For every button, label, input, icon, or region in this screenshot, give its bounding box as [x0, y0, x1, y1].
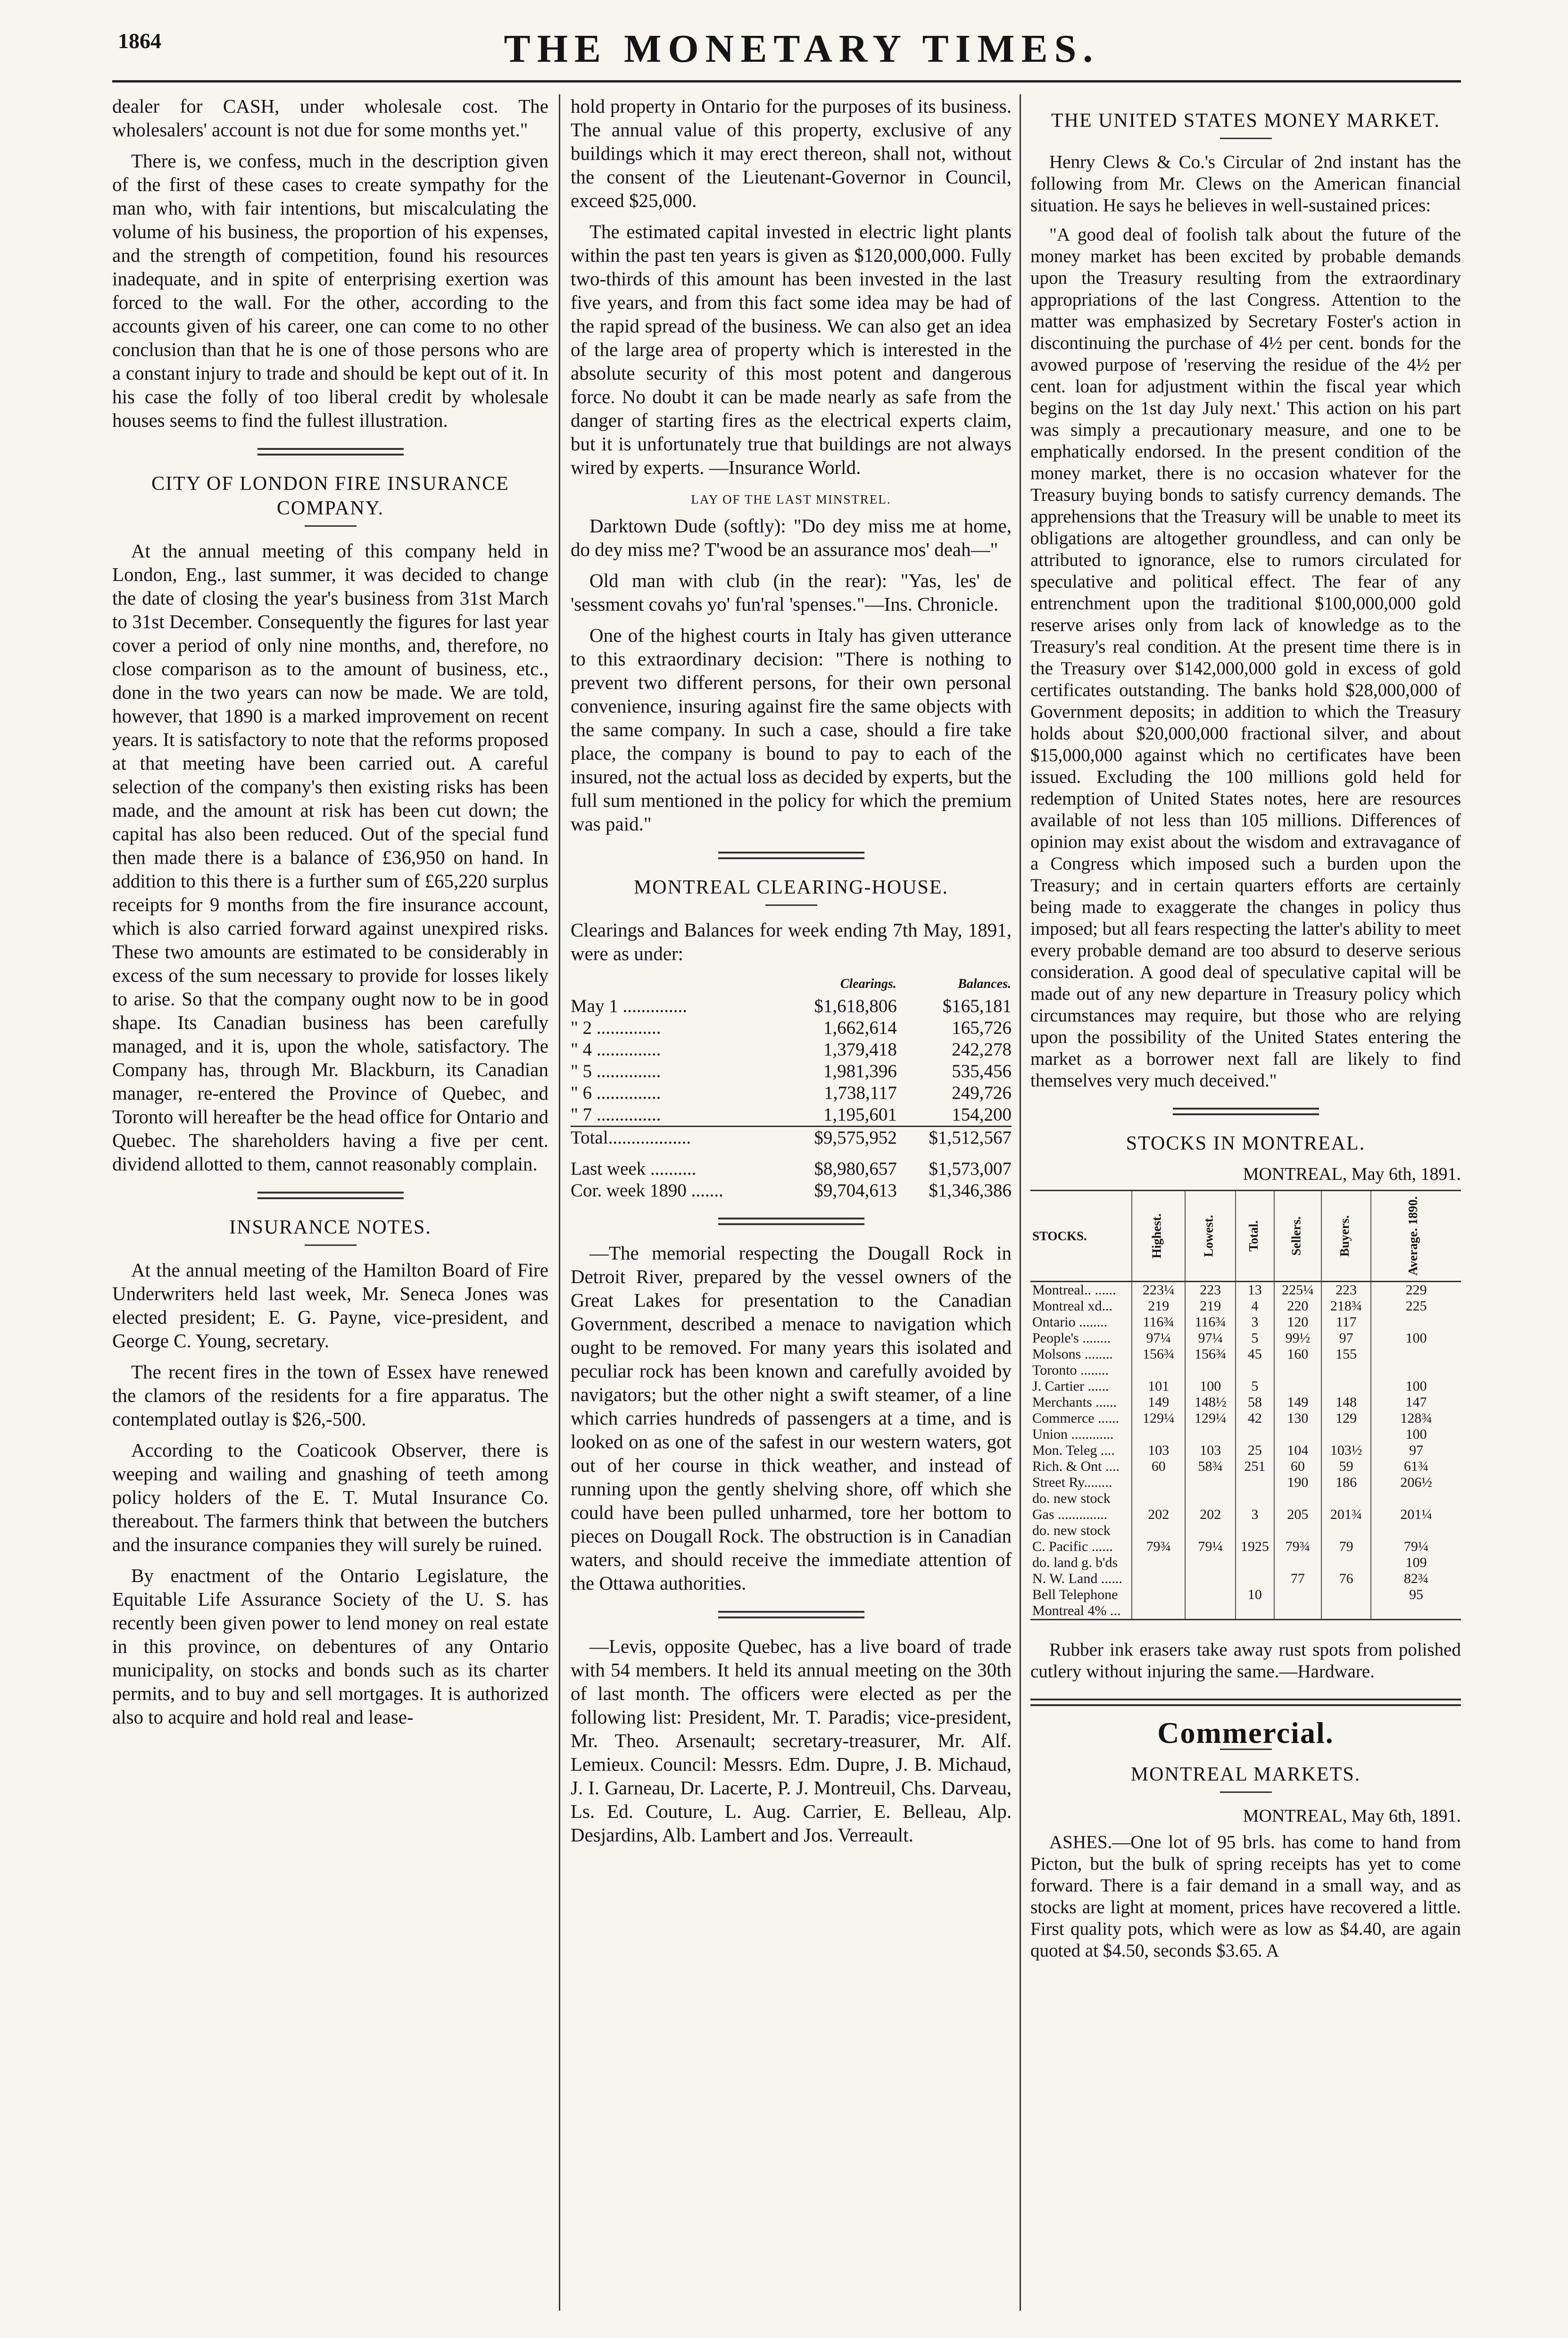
table-row [1030, 1507, 1461, 1523]
clearings-value: $9,575,952 [814, 1128, 897, 1148]
column-header-label: Highest. [1149, 1213, 1164, 1259]
paragraph: The estimated capital invested in electric light plants within the past ten years is given as $120,000,000. Fully two-thirds of this amount has been invested in the last five years, and from this fact some idea may be had of the rapid spread of the business. We can also get an idea of the large area of property which is interested in the absolute security of this most potent and dangerous force. No doubt it can be made nearly as safe from the danger of starting fires as the electrical experts claim, but it is unfortunately true that buildings are not always wired by experts. —Insurance World. [571, 221, 1012, 478]
stock-value: 103½ [1321, 1443, 1371, 1459]
stock-value: 103 [1132, 1443, 1185, 1459]
column-header: Balances. [958, 977, 1011, 991]
title-rule [1220, 1791, 1272, 1793]
article-title: INSURANCE NOTES. [229, 1217, 431, 1238]
column-1 [112, 94, 548, 1736]
column-header-label: Average. 1890. [1406, 1196, 1420, 1276]
table-row [1030, 1443, 1461, 1459]
stock-value: 104 [1274, 1443, 1321, 1459]
column-header-label: Total. [1246, 1220, 1261, 1252]
stock-value [1274, 1555, 1321, 1571]
stock-value [1132, 1587, 1185, 1603]
stock-value [1321, 1491, 1371, 1507]
clearings-value: $1,618,806 [814, 996, 897, 1016]
section-divider [257, 1192, 404, 1199]
stock-name: J. Cartier ...... [1032, 1378, 1109, 1394]
stock-name: Montreal.. ...... [1032, 1282, 1116, 1298]
balances-value: 249,726 [952, 1083, 1012, 1103]
table-row [1030, 1346, 1461, 1362]
article-title: MONTREAL CLEARING-HOUSE. [633, 877, 949, 898]
balances-value: 165,726 [952, 1018, 1012, 1038]
table-row [1030, 1475, 1461, 1491]
stock-value [1236, 1475, 1274, 1491]
stock-value [1274, 1491, 1321, 1507]
stock-value: 116¾ [1185, 1314, 1236, 1330]
stock-value: 219 [1132, 1298, 1185, 1314]
paragraph: At the annual meeting of the Hamilton Board of Fire Underwriters held last week, Mr. Seneca Jones was elected president; E. G. Payne, vice-president, and George C. Young, secretary. [112, 1259, 548, 1351]
stock-value [1274, 1523, 1321, 1539]
table-row [1030, 1459, 1461, 1475]
header-rule [112, 80, 1461, 83]
column-header: Clearings. [840, 977, 896, 991]
table-row [1030, 1523, 1461, 1539]
paragraph: "A good deal of foolish talk about the future of the money market has been excited by probable demands upon the Treasury resulting from the extraordinary appropriations of the last Congress. Attention to the matter was emphasized by Secretary Foster's action in discontinuing the purchase of 4½ per cent. bonds for the avowed purpose of 'reserving the residue of the 4½ per cent. loan for adjustment within the fiscal year which begins on the 1st day July next.' This action on his part was simply a precautionary measure, and one to be emphatically endorsed. In the present condition of the money market, there is no occasion whatever for the Treasury buying bonds to satisfy currency demands. The apprehensions that the Treasury will be unable to meet its obligations are altogether groundless, and can only be attributed to ignorance, else to rumors circulated for speculative and political effect. The fear of any entrenchment upon the traditional $100,000,000 gold reserve arises only from lack of knowledge as to the Treasury's real condition. At the present time there is in the Treasury over $142,000,000 gold in excess of gold certificates outstanding. The banks hold $28,000,000 of Government deposits; in addition to which the Treasury holds about $20,000,000 fractional silver, and about $15,000,000 against which no certificates have been issued. Excluding the 100 millions gold held for redemption of United States notes, here are resources available of not less than 105 millions. Differences of opinion may exist about the wisdom and extravagance of a Congress which imposed such a burden upon the Treasury; and in certain quarters efforts are certainly being made to exaggerate the changes in policy thus imposed; but all fears respecting the latter's ability to meet every probable demand are too absurd to deserve serious consideration. A good deal of speculative capital will be made out of any new departure in Treasury policy which circumstances may require, but those who are relying upon the possibility of the United States entering the market as a borrower next fall are likely to find themselves very much deceived." [1030, 224, 1461, 1091]
stock-value: 220 [1274, 1298, 1321, 1314]
article-title: STOCKS IN MONTREAL. [1126, 1133, 1366, 1154]
table-row [1030, 1539, 1461, 1555]
stock-name: C. Pacific ...... [1032, 1539, 1113, 1554]
article-title: CITY OF LONDON FIRE INSURANCE COMPANY. [151, 473, 509, 519]
stock-value: 160 [1274, 1346, 1321, 1362]
stock-value [1371, 1314, 1461, 1330]
section-divider [257, 448, 404, 456]
stock-value: 116¾ [1132, 1314, 1185, 1330]
stock-value: 223¼ [1132, 1282, 1185, 1299]
stock-name: Union ............ [1032, 1426, 1114, 1442]
paragraph: ASHES.—One lot of 95 brls. has come to hand from Picton, but the bulk of spring receipts has yet to come forward. There is a fair demand in a small way, and as stocks are light at moment, prices have recovered a little. First quality pots, which were as low as $4.40, are again quoted at $4.50, seconds $3.65. A [1030, 1832, 1461, 1961]
stock-value: 202 [1132, 1507, 1185, 1523]
balances-value: $1,346,386 [929, 1180, 1012, 1201]
stock-value [1185, 1362, 1236, 1378]
stock-name: do. new stock [1032, 1523, 1111, 1538]
table-row [1030, 1571, 1461, 1587]
stock-value [1321, 1378, 1371, 1394]
paragraph: By enactment of the Ontario Legislature, the Equitable Life Assurance Society of the U. S. has recently been given power to lend money on real estate in this province, on debentures of any Ontario municipality, on stocks and bonds such as its charter permits, and to buy and sell mortgages. It is authorized also to acquire and hold real and lease- [112, 1565, 548, 1728]
paragraph: Clearings and Balances for week ending 7th May, 1891, were as under: [571, 919, 1012, 964]
title-rule [1220, 138, 1272, 139]
stock-value: 95 [1371, 1587, 1461, 1603]
stock-value [1132, 1555, 1185, 1571]
article-title: LAY OF THE LAST MINSTREL. [691, 492, 891, 506]
stock-value: 99½ [1274, 1330, 1321, 1346]
table-row [571, 1104, 1012, 1127]
balances-value: 535,456 [952, 1061, 1012, 1081]
stock-value: 156¾ [1132, 1346, 1185, 1362]
section-divider [1030, 1699, 1461, 1706]
paragraph: dealer for CASH, under wholesale cost. The wholesalers' account is not due for some months yet." [112, 95, 548, 141]
stock-value: 120 [1274, 1314, 1321, 1330]
stock-value: 58¾ [1185, 1459, 1236, 1475]
stock-value: 156¾ [1185, 1346, 1236, 1362]
stocks-table [1030, 1190, 1461, 1620]
paragraph: According to the Coaticook Observer, there is weeping and wailing and gnashing of teeth among policy holders of the E. T. Mutal Insurance Co. thereabout. The farmers think that between the butchers and the insurance companies they will surely be ruined. [112, 1439, 548, 1555]
stock-value: 1925 [1236, 1539, 1274, 1555]
table-row [1030, 1491, 1461, 1507]
stock-value: 201¼ [1371, 1507, 1461, 1523]
stock-value: 97 [1321, 1330, 1371, 1346]
stock-value: 148 [1321, 1394, 1371, 1410]
stock-value [1132, 1362, 1185, 1378]
stock-name: Montreal 4% ... [1032, 1603, 1121, 1618]
stock-value: 60 [1274, 1459, 1321, 1475]
stock-value: 147 [1371, 1394, 1461, 1410]
stock-value [1321, 1362, 1371, 1378]
clearings-value: 1,379,418 [823, 1039, 897, 1060]
table-row [1030, 1603, 1461, 1620]
stock-value [1236, 1362, 1274, 1378]
table-row [1030, 1378, 1461, 1394]
stock-value: 97¼ [1185, 1330, 1236, 1346]
stock-value: 201¾ [1321, 1507, 1371, 1523]
paragraph: —The memorial respecting the Dougall Rock in Detroit River, prepared by the vessel owners of the Great Lakes for presentation to the Canadian Government, described a menace to navigation which ought to be removed. For many years this isolated and peculiar rock has been known and carefully avoided by navigators; but the other night a swift steamer, of a line which carries hundreds of passengers at a time, and is looked on as one of the safest in our western waters, got out of her course in thick weather, and instead of running upon the gently shelving shore, off which she could have been pulled unharmed, tore her bottom to pieces on Dougall Rock. The obstruction is in Canadian waters, and should receive the immediate attention of the Ottawa authorities. [571, 1242, 1012, 1594]
stock-value [1185, 1587, 1236, 1603]
row-label: " 4 .............. [571, 1039, 661, 1060]
dateline: MONTREAL, May 6th, 1891. [1243, 1806, 1461, 1826]
section-divider [718, 1218, 864, 1225]
column-header-label: Lowest. [1201, 1215, 1216, 1257]
stock-value: 101 [1132, 1378, 1185, 1394]
paragraph: There is, we confess, much in the description given of the first of these cases to create sympathy for the man who, with fair intentions, but miscalculating the volume of his business, the proportion of his expenses, and the strength of competition, found his resources inadequate, and in spite of enterprising exertion was forced to the wall. For the other, according to the accounts given of his career, one can come to no other conclusion than that he is one of those persons who are a constant injury to trade and should be kept out of it. In his case the folly of too liberal credit by wholesale houses seems to find the fullest illustration. [112, 150, 548, 431]
stock-value [1185, 1571, 1236, 1587]
stock-value [1185, 1426, 1236, 1443]
stock-value: 225¼ [1274, 1282, 1321, 1299]
column-header-label: Buyers. [1337, 1215, 1352, 1257]
table-row [1030, 1587, 1461, 1603]
table-row [1030, 1394, 1461, 1410]
column-header [1321, 1191, 1371, 1282]
balances-value: $1,512,567 [929, 1128, 1012, 1148]
stock-name: People's ........ [1032, 1330, 1111, 1346]
stock-value: 130 [1274, 1410, 1321, 1426]
stock-value [1236, 1603, 1274, 1620]
stock-name: do. new stock [1032, 1491, 1111, 1506]
article-title: THE UNITED STATES MONEY MARKET. [1051, 110, 1441, 132]
clearings-value: $9,704,613 [814, 1180, 897, 1201]
column-3 [1030, 94, 1461, 1969]
stock-name: N. W. Land ...... [1032, 1571, 1122, 1586]
stock-name: Toronto ........ [1032, 1362, 1109, 1378]
stock-value [1274, 1362, 1321, 1378]
stock-value: 79¾ [1132, 1539, 1185, 1555]
stock-value: 229 [1371, 1282, 1461, 1299]
table-row [1030, 1298, 1461, 1314]
stock-value [1132, 1571, 1185, 1587]
stock-value: 205 [1274, 1507, 1321, 1523]
stock-value [1321, 1555, 1371, 1571]
stock-value: 82¾ [1371, 1571, 1461, 1587]
stock-value [1132, 1603, 1185, 1620]
stock-value [1185, 1555, 1236, 1571]
stock-value: 129¼ [1132, 1410, 1185, 1426]
stock-value [1321, 1426, 1371, 1443]
stock-value [1236, 1571, 1274, 1587]
title-rule [305, 1244, 357, 1246]
masthead: THE MONETARY TIMES. [504, 27, 1100, 71]
stock-value: 4 [1236, 1298, 1274, 1314]
stock-value: 202 [1185, 1507, 1236, 1523]
paragraph: Darktown Dude (softly): "Do dey miss me at home, do dey miss me? T'wood be an assurance mos' deah—" [571, 515, 1012, 560]
stock-value: 3 [1236, 1314, 1274, 1330]
paragraph: Rubber ink erasers take away rust spots from polished cutlery without injuring the same.—Hardware. [1030, 1640, 1461, 1682]
stock-value: 155 [1321, 1346, 1371, 1362]
stock-name: Rich. & Ont .... [1032, 1459, 1120, 1474]
stock-name: Montreal xd... [1032, 1298, 1112, 1314]
stock-value: 223 [1321, 1282, 1371, 1299]
table-row [571, 1061, 1012, 1082]
stock-value [1321, 1587, 1371, 1603]
stock-value: 79¼ [1185, 1539, 1236, 1555]
paragraph: Henry Clews & Co.'s Circular of 2nd instant has the following from Mr. Clews on the American financial situation. He says he believes in well-sustained prices: [1030, 152, 1461, 216]
stock-value: 219 [1185, 1298, 1236, 1314]
stock-value: 76 [1321, 1571, 1371, 1587]
stock-value [1185, 1523, 1236, 1539]
stock-name: do. land g. b'ds [1032, 1555, 1118, 1570]
section-heading: Commercial. [1157, 1716, 1334, 1749]
table-row [1030, 1282, 1461, 1299]
stock-value: 223 [1185, 1282, 1236, 1299]
table-row [571, 995, 1012, 1017]
stock-value: 10 [1236, 1587, 1274, 1603]
dateline: MONTREAL, May 6th, 1891. [1243, 1164, 1461, 1184]
section-divider [1173, 1108, 1319, 1115]
stock-name: Commerce ...... [1032, 1410, 1120, 1426]
stock-value: 100 [1371, 1330, 1461, 1346]
stock-value: 42 [1236, 1410, 1274, 1426]
stock-value: 186 [1321, 1475, 1371, 1491]
stock-value [1132, 1426, 1185, 1443]
column-divider [559, 94, 560, 2311]
stock-value: 61¾ [1371, 1459, 1461, 1475]
column-divider [1020, 94, 1021, 2311]
stock-value: 149 [1132, 1394, 1185, 1410]
row-label: Total.................. [571, 1128, 691, 1148]
table-row [571, 1180, 1012, 1202]
stock-value: 58 [1236, 1394, 1274, 1410]
stock-value [1185, 1475, 1236, 1491]
stock-name: Merchants ...... [1032, 1394, 1117, 1410]
stock-value: 128¾ [1371, 1410, 1461, 1426]
stock-value [1371, 1523, 1461, 1539]
stock-name: Ontario ........ [1032, 1314, 1108, 1330]
stock-value [1371, 1362, 1461, 1378]
stock-value: 97¼ [1132, 1330, 1185, 1346]
stock-value: 109 [1371, 1555, 1461, 1571]
stock-value: 218¾ [1321, 1298, 1371, 1314]
section-divider [718, 852, 864, 859]
stock-value [1132, 1523, 1185, 1539]
column-header: STOCKS. [1032, 1229, 1087, 1243]
stock-value: 149 [1274, 1394, 1321, 1410]
stock-value: 148½ [1185, 1394, 1236, 1410]
stock-value [1274, 1603, 1321, 1620]
column-header [1132, 1191, 1185, 1282]
column-header [1185, 1191, 1236, 1282]
table-row [1030, 1362, 1461, 1378]
stock-value [1321, 1523, 1371, 1539]
table-row [1030, 1314, 1461, 1330]
stock-value: 100 [1371, 1426, 1461, 1443]
stock-value [1274, 1587, 1321, 1603]
paragraph: Old man with club (in the rear): "Yas, les' de 'sessment covahs yo' fun'ral 'spenses."—Ins. Chronicle. [571, 570, 1012, 615]
row-label: " 2 .............. [571, 1018, 661, 1038]
stock-value [1185, 1603, 1236, 1620]
section-divider [718, 1611, 864, 1618]
stock-value: 79¾ [1274, 1539, 1321, 1555]
stock-value: 60 [1132, 1459, 1185, 1475]
stock-value: 3 [1236, 1507, 1274, 1523]
balances-value: $1,573,007 [929, 1159, 1012, 1179]
stock-value: 129 [1321, 1410, 1371, 1426]
title-rule [765, 904, 817, 906]
balances-value: 242,278 [952, 1039, 1012, 1060]
clearings-value: 1,981,396 [823, 1061, 897, 1081]
stock-value [1274, 1378, 1321, 1394]
stock-value: 100 [1185, 1378, 1236, 1394]
row-label: " 7 .............. [571, 1104, 661, 1125]
stock-value: 13 [1236, 1282, 1274, 1299]
row-label: Last week .......... [571, 1159, 697, 1179]
stock-value [1371, 1491, 1461, 1507]
stock-value: 225 [1371, 1298, 1461, 1314]
balances-value: 154,200 [952, 1104, 1012, 1125]
row-label: " 5 .............. [571, 1061, 661, 1081]
stock-value [1371, 1346, 1461, 1362]
stock-name: Bell Telephone [1032, 1587, 1118, 1602]
paragraph: At the annual meeting of this company held in London, Eng., last summer, it was decided to change the date of closing the year's business from 31st March to 31st December. Consequently the figures for last year cover a period of only nine months, and, therefore, no close comparison as to the amount of business, etc., done in the two years can now be made. We are told, however, that 1890 is a marked improvement on recent years. It is satisfactory to note that the reforms proposed at that meeting have been carried out. A careful selection of the company's then existing risks has been made, and the amount at risk has been cut down; the capital has also been reduced. Out of the special fund then made there is a balance of £36,950 on hand. In addition to this there is a further sum of £65,220 surplus receipts for 9 months from the fire insurance account, which is also carried forward against unexpired risks. These two amounts are estimated to be considerably in excess of the sum necessary to provide for losses likely to arise. So that the company ought now to be in good shape. Its Canadian business has been carefully managed, and it is, upon the whole, satisfactory. The Company has, through Mr. Blackburn, its Canadian manager, re-entered the Province of Quebec, and Toronto will hereafter be the head office for Ontario and Quebec. The shareholders having a five per cent. dividend allotted to them, cannot reasonably complain. [112, 540, 548, 1175]
balances-value: $165,181 [942, 996, 1012, 1016]
stock-value [1132, 1491, 1185, 1507]
paragraph: —Levis, opposite Quebec, has a live board of trade with 54 members. It held its annual meeting on the 30th of last month. The officers were elected as per the following list: President, Mr. T. Paradis; vice-president, Mr. Theo. Arsenault; secretary-treasurer, Mr. Alf. Lemieux. Council: Messrs. Edm. Dupre, J. B. Michaud, J. I. Garneau, Dr. Lacerte, P. J. Montreuil, Chs. Darveau, Ls. Ed. Couture, L. Aug. Carrier, E. Belleau, Alp. Desjardins, Alb. Lambert and Jos. Verreault. [571, 1635, 1012, 1846]
table-row [571, 1127, 1012, 1149]
table-row [1030, 1426, 1461, 1443]
stock-value: 190 [1274, 1475, 1321, 1491]
paragraph: One of the highest courts in Italy has given utterance to this extraordinary decision: "There is nothing to prevent two different persons, for their own personal convenience, insuring against fire the same objects with the same company. In such a case, should a fire take place, the company is bound to pay to each of the insured, not the actual loss as decided by experts, but the full sum mentioned in the policy for which the premium was paid." [571, 624, 1012, 835]
table-row [571, 1158, 1012, 1180]
stock-value: 97 [1371, 1443, 1461, 1459]
stock-value: 129¼ [1185, 1410, 1236, 1426]
clearing-table [571, 973, 1012, 1202]
stock-value: 206½ [1371, 1475, 1461, 1491]
stock-value: 79¼ [1371, 1539, 1461, 1555]
stock-value: 25 [1236, 1443, 1274, 1459]
clearings-value: 1,195,601 [823, 1104, 897, 1125]
stock-value: 45 [1236, 1346, 1274, 1362]
clearings-value: $8,980,657 [814, 1159, 897, 1179]
stock-name: Street Ry........ [1032, 1475, 1112, 1490]
stock-value [1236, 1523, 1274, 1539]
table-row [571, 1017, 1012, 1039]
page-number: 1864 [118, 29, 161, 53]
stock-name: Mon. Teleg .... [1032, 1443, 1115, 1458]
column-header [1274, 1191, 1321, 1282]
stock-value [1274, 1426, 1321, 1443]
paragraph: The recent fires in the town of Essex have renewed the clamors of the residents for a fire apparatus. The contemplated outlay is $26,-500. [112, 1361, 548, 1430]
article-title: MONTREAL MARKETS. [1130, 1764, 1361, 1785]
table-row [1030, 1410, 1461, 1426]
stock-value [1132, 1475, 1185, 1491]
stock-value [1236, 1426, 1274, 1443]
stock-value: 5 [1236, 1330, 1274, 1346]
stock-value [1371, 1603, 1461, 1620]
clearings-value: 1,738,117 [824, 1083, 897, 1103]
table-row [571, 1082, 1012, 1104]
column-header [1236, 1191, 1274, 1282]
stock-value: 117 [1321, 1314, 1371, 1330]
paragraph: hold property in Ontario for the purposes of its business. The annual value of this property, exclusive of any buildings which it may erect thereon, shall not, without the consent of the Lieutenant-Governor in Council, exceed $25,000. [571, 95, 1012, 211]
stock-value [1236, 1555, 1274, 1571]
stock-name: Molsons ........ [1032, 1346, 1113, 1362]
stock-value [1321, 1603, 1371, 1620]
stock-value: 251 [1236, 1459, 1274, 1475]
stock-value: 103 [1185, 1443, 1236, 1459]
stock-value: 77 [1274, 1571, 1321, 1587]
stock-value [1185, 1491, 1236, 1507]
table-row [1030, 1330, 1461, 1346]
stock-value: 59 [1321, 1459, 1371, 1475]
table-row [571, 1039, 1012, 1061]
row-label: May 1 .............. [571, 996, 687, 1016]
stock-value: 79 [1321, 1539, 1371, 1555]
column-2 [571, 94, 1012, 1854]
stock-value: 100 [1371, 1378, 1461, 1394]
column-header [1371, 1191, 1461, 1282]
table-row [1030, 1555, 1461, 1571]
title-rule [305, 525, 357, 527]
row-label: " 6 .............. [571, 1083, 661, 1103]
stock-value: 5 [1236, 1378, 1274, 1394]
stock-value [1236, 1491, 1274, 1507]
column-header-label: Sellers. [1289, 1216, 1303, 1256]
row-label: Cor. week 1890 ....... [571, 1180, 723, 1201]
stock-name: Gas .............. [1032, 1507, 1108, 1522]
clearings-value: 1,662,614 [823, 1018, 897, 1038]
